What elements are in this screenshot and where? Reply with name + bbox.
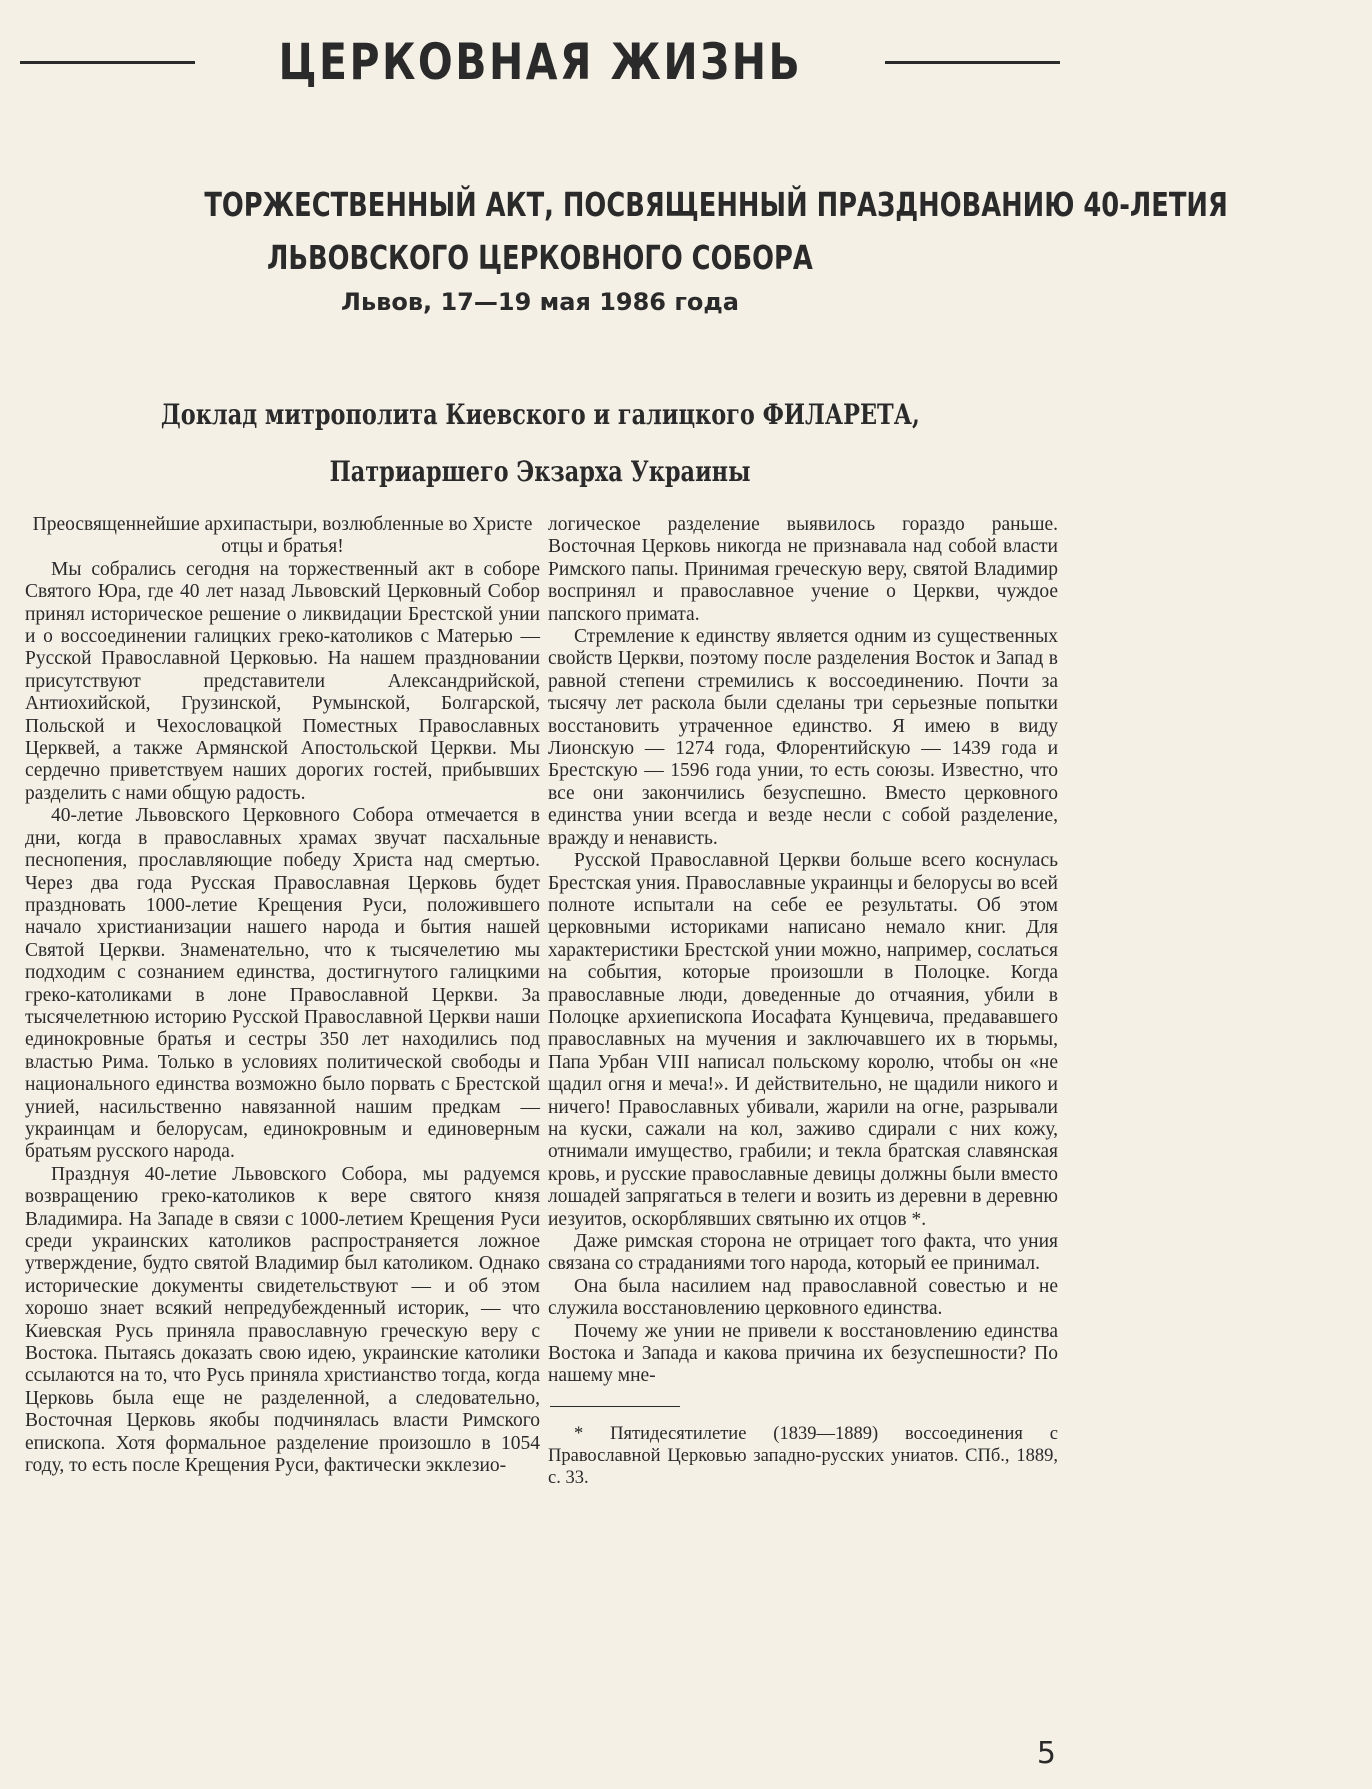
greeting: Преосвященнейшие архипастыри, возлюбленные во Христе отцы и братья! xyxy=(32,514,533,558)
paragraph: Она была насилием над православной совестью и не служила восстановлению церковного единства. xyxy=(548,1275,1058,1320)
footnote: * Пятидесятилетие (1839—1889) воссоединения с Православной Церковью западно-русских униатов. СПб., 1889, с. 33. xyxy=(548,1423,1058,1488)
report-line-2: Патриаршего Экзарха Украины xyxy=(329,455,751,488)
paragraph: Празднуя 40-летие Львовского Собора, мы радуемся возвращению греко-католиков к вере святого князя Владимира. На Западе в связи с 1000-летием Крещения Руси среди украинских католиков распространяется ложное утверждение, будто святой Владимир был католиком. Однако исторические документы свидетельствуют — и об этом хорошо знает всякий непредубежденный историк, — что Киевская Русь приняла православную греческую веру с Востока. Пытаясь доказать свою идею, украинские католики ссылаются на то, что Русь приняла христианство тогда, когда Церковь была еще не разделенной, а следовательно, Восточная Церковь якобы подчинялась власти Римского епископа. Хотя формальное разделение произошло в 1054 году, то есть после Крещения Руси, фактически экклезио- xyxy=(25,1163,540,1477)
section-rubric: ЦЕРКОВНАЯ ЖИЗНЬ xyxy=(278,33,802,91)
footnote-divider xyxy=(550,1406,680,1407)
section-header xyxy=(20,32,1060,92)
page-number: 5 xyxy=(1036,1736,1056,1771)
title-line-2: ЛЬВОВСКОГО ЦЕРКОВНОГО СОБОРА xyxy=(267,238,813,277)
header-rule-left xyxy=(20,61,195,64)
paragraph: Стремление к единству является одним из существенных свойств Церкви, поэтому после разделения Восток и Запад в равной степени стремились к воссоединению. Почти за тысячу лет раскола были сделаны три серьезные попытки восстановить утраченное единство. Я имею в виду Лионскую — 1274 года, Флорентийскую — 1439 года и Брестскую — 1596 года унии, то есть союзы. Известно, что все они закончились безуспешно. Вместо церковного единства унии всегда и везде несли с собой разделение, вражду и ненависть. xyxy=(548,626,1058,849)
paragraph: 40-летие Львовского Церковного Собора отмечается в дни, когда в православных храмах звучат пасхальные песнопения, прославляющие победу Христа над смертью. Через два года Русская Православная Церковь будет праздновать 1000-летие Крещения Руси, положившего начало христианизации нашего народа и бытия нашей Святой Церкви. Знаменательно, что к тысячелетию мы подходим с сознанием единства, достигнутого галицкими греко-католиками в лоне Православной Церкви. За тысячелетнюю историю Русской Православной Церкви наши единокровные братья и сестры 350 лет находились под властью Рима. Только в условиях политической свободы и национального единства возможно было порвать с Брестской унией, насильственно навязанной нашим предкам — украинцам и белорусам, единокровным и единоверным братьям русского народа. xyxy=(25,805,540,1163)
event-place-date: Львов, 17—19 мая 1986 года xyxy=(341,288,739,316)
report-line-1: Доклад митрополита Киевского и галицкого ФИЛАРЕТА, xyxy=(160,398,920,431)
title-line-1: ТОРЖЕСТВЕННЫЙ АКТ, ПОСВЯЩЕННЫЙ ПРАЗДНОВАНИЮ 40-ЛЕТИЯ xyxy=(204,185,1228,224)
report-heading xyxy=(0,386,1080,500)
paragraph: логическое разделение выявилось гораздо раньше. Восточная Церковь никогда не признавала над собой власти Римского папы. Принимая греческую веру, святой Владимир воспринял и православное учение о Церкви, чуждое папского примата. xyxy=(548,514,1058,625)
left-column xyxy=(25,514,540,1477)
paragraph: Мы собрались сегодня на торжественный акт в соборе Святого Юра, где 40 лет назад Львовский Церковный Собор принял историческое решение о ликвидации Брестской унии и о воссоединении галицких греко-католиков с Матерью — Русской Православной Церковью. На нашем праздновании присутствуют представители Александрийской, Антиохийской, Грузинской, Румынской, Болгарской, Польской и Чехословацкой Поместных Православных Церквей, а также Армянской Апостольской Церкви. Мы сердечно приветствуем наших дорогих гостей, прибывших разделить с нами общую радость. xyxy=(25,558,540,804)
header-rule-right xyxy=(885,61,1060,64)
paragraph: Почему же унии не привели к восстановлению единства Востока и Запада и какова причина их безуспешности? По нашему мне- xyxy=(548,1320,1058,1387)
article-title xyxy=(60,178,1228,284)
paragraph: Даже римская сторона не отрицает того факта, что уния связана со страданиями того народа, который ее принимал. xyxy=(548,1231,1058,1275)
right-column xyxy=(548,514,1058,1489)
paragraph: Русской Православной Церкви больше всего коснулась Брестская уния. Православные украинцы и белорусы во всей полноте испытали на себе ее результаты. Об этом церковными историками написано немало книг. Для характеристики Брестской унии можно, например, сослаться на события, которые произошли в Полоцке. Когда православные люди, доведенные до отчаяния, убили в Полоцке архиепископа Иосафата Кунцевича, предававшего православных на мучения и заключавшего их в тюрьмы, Папа Урбан VIII написал польскому королю, чтобы он «не щадил огня и меча!». И действительно, не щадили никого и ничего! Православных убивали, жарили на огне, разрывали на куски, сажали на кол, заживо сдирали с них кожу, отнимали имущество, грабили; и текла братская славянская кровь, и русские православные девицы должны были вместо лошадей запрягаться в телеги и возить из деревни в деревню иезуитов, оскорблявших святыню их отцов *. xyxy=(548,850,1058,1230)
